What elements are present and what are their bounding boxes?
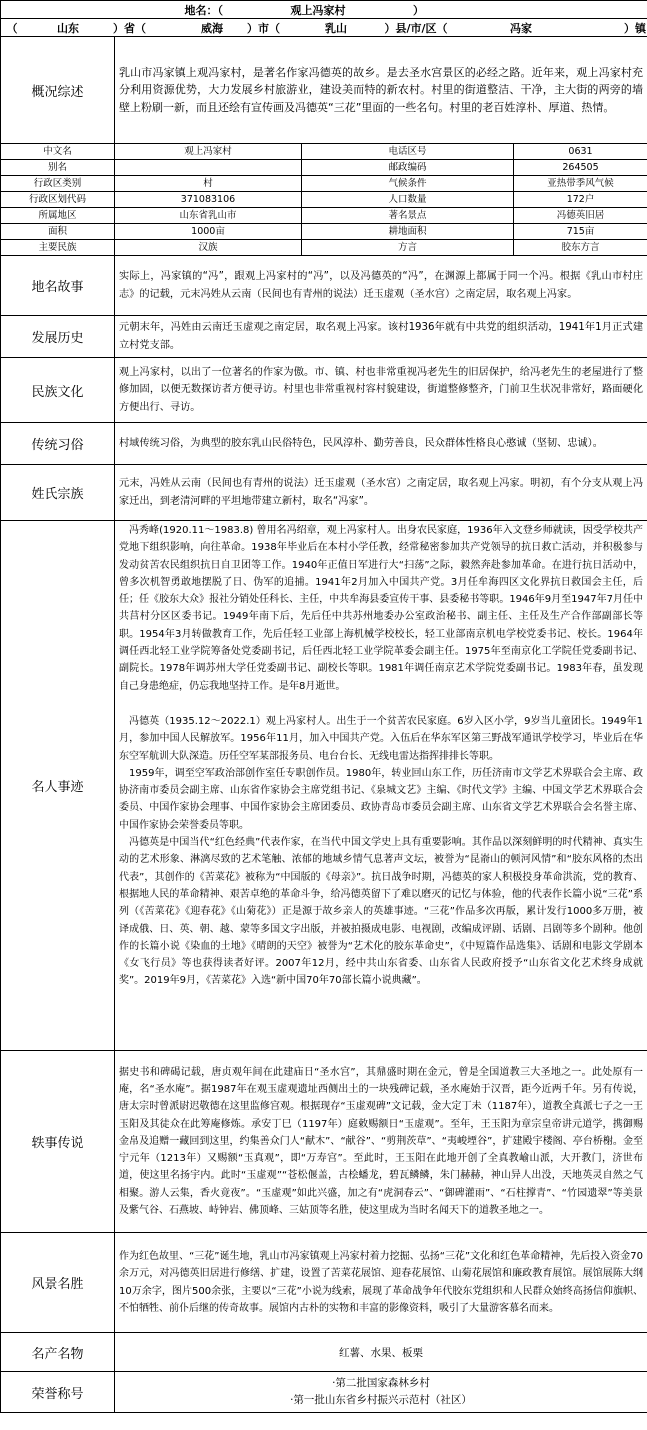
info-value: 0631 — [514, 144, 647, 160]
county-name: 乳山 — [325, 21, 347, 35]
title-prefix: 地名：（ — [184, 3, 223, 17]
paragraph-gap — [119, 695, 643, 713]
section-text: 实际上，冯家镇的“冯”，跟观上冯家村的“冯”，以及冯德英的“冯”，在渊源上都属于同一个冯。根据《乳山市村庄志》的记载，元末冯姓从云南（民间也有青州的说法）迁玉虚观（圣水宫）之南定居，取名观上冯家。 — [115, 256, 647, 316]
city-name: 威海 — [201, 21, 223, 35]
region-row — [1, 19, 647, 37]
info-value — [115, 160, 302, 176]
province-name: 山东 — [57, 21, 79, 35]
info-row — [1, 240, 647, 256]
honor-item: ·第二批国家森林乡村 — [332, 1377, 430, 1389]
overview-label: 概况综述 — [1, 37, 115, 144]
section-label: 姓氏宗族 — [1, 465, 115, 521]
info-key: 行政区划代码 — [1, 192, 115, 208]
scenery-text: 作为红色故里、“三花”诞生地，乳山市冯家镇观上冯家村着力挖掘、弘扬“三花”文化和红色革命精神，先后投入资金70余万元，对冯德英旧居进行修缮、扩建，设置了苦菜花展馆、迎春花展馆、山菊花展馆和廉政教育展馆。展馆展陈大纲10万余字，图片500余张，主要以“三花”小说为线索，展现了革命战争年代胶东党组织和人民群众始终高扬信仰旗帜、不怕牺牲、前仆后继的传奇故事。展馆内古朴的实物和丰富的影像资料，吸引了大量游客慕名而来。 — [115, 1233, 647, 1333]
info-key: 方言 — [302, 240, 514, 256]
info-row — [1, 144, 647, 160]
biography-feng-deying-career: 1959年，调至空军政治部创作室任专职创作员。1980年，转业回山东工作，历任济南市文学艺术界联合会主席、政协济南市委员会副主席、山东省作家协会主席党组书记、《泉城文艺》主编、《时代文学》主编、中国文学艺术界联合会委员、中国作家协会理事、中国作家协会主席团委员、政协青岛市委员会副主席、山东省文学艺术界联合会名誉主席、中国作家协会荣誉委员等职。 — [119, 767, 644, 831]
info-key: 中文名 — [1, 144, 115, 160]
scenery-label: 风景名胜 — [1, 1233, 115, 1333]
section-text: 观上冯家村，以出了一位著名的作家为傲。市、镇、村也非常重视冯老先生的旧居保护，给冯老先生的老屋进行了整修加固，以便无数探访者方便寻访。村里也非常重视村容村貌建设，街道整修整齐，门前卫生状况非常好，路面硬化方便出行、寻访。 — [115, 358, 647, 423]
section-text: 元末，冯姓从云南（民间也有青州的说法）迁玉虚观（圣水宫）之南定居，取名观上冯家。明初，有个分支从观上冯家迁出，到老清河畔的平坦地带建立新村，取名“冯家”。 — [115, 465, 647, 521]
info-key: 面积 — [1, 224, 115, 240]
info-value: 山东省乳山市 — [115, 208, 302, 224]
section-label: 地名故事 — [1, 256, 115, 316]
county-suffix: ）县/市/区（ — [384, 21, 448, 35]
honors-label: 荣誉称号 — [1, 1372, 115, 1413]
info-value: 村 — [115, 176, 302, 192]
title-suffix: ） — [413, 3, 424, 17]
info-value: 1000亩 — [115, 224, 302, 240]
section-row — [1, 256, 647, 316]
anecdote-label: 轶事传说 — [1, 1051, 115, 1233]
info-value: 胶东方言 — [514, 240, 647, 256]
products-row — [1, 1333, 647, 1372]
famous-label: 名人事迹 — [1, 521, 115, 1051]
info-row — [1, 224, 647, 240]
info-row — [1, 176, 647, 192]
anecdote-text: 据史书和碑碣记载，唐贞观年间在此建庙日“圣水宫”，其鼎盛时期在金元，曾是全国道教三大圣地之一。此处原有一庵，名“圣水庵”。据1987年在观玉虚观遗址西侧出土的一块残碑记载，圣水庵始于汉晋，距今近两千年。另有传说，唐太宗时曾派尉迟敬德在这里监修宫观。根据现存“玉虚观碑”文记载，金大定丁未（1187年），道教全真派七子之一王玉阳及其徒众在此筹庵修炼。承安丁巳（1197年）庭敕赐额日“玉虚观”。至年，王玉阳为章宗皇帝讲元道学，携御赐金帛及追赠一藏回到这里，约集善众门人“献木”、“献谷”、“剪荆茨草”、“夷峻堙谷”，扩建殿宇楼阁、亭台桥榭。金至宁元年（1213年）又赐额“玉真观”，即“万寿宫”。至此时，王玉阳在此地开创了全真教崳山派，大开教门，济世布道，使这里名扬宇内。此时“玉虚观”“苍松偃盖，古桧蟠龙，碧瓦鳞鳞，朱门赫赫，神山异人出没，天地英灵自然之气相聚。游人云集，香火竟夜”。“玉虚观”如此兴盛，加之有“虎洞春云”、“御碑灌雨”、“石柱撑青”、“竹园遗翠”等美景及紫气谷、石燕坡、峙钟岩、佛顶峰、三姑顶等名胜，使这里成为当时名闻天下的道教圣地之一。 — [115, 1051, 647, 1233]
info-value: 264505 — [514, 160, 647, 176]
overview-row — [1, 37, 647, 144]
village-name: 观上冯家村 — [290, 3, 346, 17]
info-key: 主要民族 — [1, 240, 115, 256]
biography-feng-deying-works: 冯德英是中国当代“红色经典”代表作家，在当代中国文学史上具有重要影响。其作品以深刻鲜明的时代精神、真实生动的艺术形象、淋漓尽致的艺术笔触、浓郁的地域乡情气息著声文坛，被誉为“昆嵛山的顿河风情”和“胶东风格的杰出代表”，其创作的《苦菜花》被称为“中国版的《母亲》”。抗日战争时期，冯德英的家人积极投身革命洪流，党的教育、根据地人民的革命精神、艰苦卓绝的革命斗争，给冯德英留下了难以磨灭的记忆与体验，他的代表作长篇小说“三花”系列（《苦菜花》《迎春花》《山菊花》）正是源于故乡亲人的英雄事迹。“三花”作品多次再版，累计发行1000多万册，被译成俄、日、英、朝、越、蒙等多国文字出版，并被拍摄成电影、电视剧，改编成评剧、话剧、吕剧等多个剧种。他创作的长篇小说《染血的土地》《晴朗的天空》被誉为“艺术化的胶东革命史”，《中短篇作品选集》、话剧和电影文学剧本《女飞行员》等也获得读者好评。2007年12月，经中共山东省委、山东省人民政府授予“山东省文化艺术终身成就奖”。2019年9月，《苦菜花》入选“新中国70年70部长篇小说典藏”。 — [119, 837, 644, 987]
info-key: 所属地区 — [1, 208, 115, 224]
section-row — [1, 316, 647, 358]
info-key: 别名 — [1, 160, 115, 176]
biography-feng-xiufeng: 冯秀峰(1920.11～1983.8) 曾用名冯绍章，观上冯家村人。出身农民家庭，1936年入文登乡师就读，因受学校共产党地下组织影响，向往革命。1938年毕业后在本村小学任教，经常秘密参加共产党领导的抗日救亡活动，并积极参与发动贫苦农民组织抗日自卫团等工作。1940年正值日军进行大“扫荡”之际，毅然奔赴参加革命。在进行抗日活动中，曾多次机智勇敢地摆脱了日、伪军的追捕。1941年2月加入中国共产党。3月任牟海四区文化界抗日救国会主任，后任；任《胶东大众》报社分销处任科长、主任，中共牟海县委宣传干事、县委秘书等职。1946年9月至1947年7月任中共莒村分区区委书记。1949年南下后，先后任中共苏州地委办公室政治秘书、副主任、主任及生产合作部副部长等职。1954年3月转做教育工作，先后任轻工业部上海机械学校校长，轻工业部南京机电学校党委书记、校长。1964年调任西北轻工业学院筹备处党委副书记，后任西北轻工业学院革委会副主任。1975年至南京化工学院任党委副书记、副院长。1978年调苏州大学任党委副书记、副校长等职。1981年调任南京艺术学院党委副书记。1983年春，虽发现自己身患绝症，仍忘我地坚持工作。是年8月逝世。 — [119, 525, 644, 692]
section-row — [1, 423, 647, 465]
info-row — [1, 208, 647, 224]
title-row — [1, 1, 647, 19]
info-value: 冯德英旧居 — [514, 208, 647, 224]
region-bracket: （ — [6, 21, 18, 35]
town-name: 冯家 — [510, 21, 532, 35]
info-value: 715亩 — [514, 224, 647, 240]
info-row — [1, 160, 647, 176]
info-key: 气候条件 — [302, 176, 514, 192]
city-suffix: ）市（ — [247, 21, 280, 35]
anecdote-row — [1, 1051, 647, 1233]
scenery-row — [1, 1233, 647, 1333]
honor-item: ·第一批山东省乡村振兴示范村（社区） — [290, 1394, 472, 1406]
section-text: 元朝末年，冯姓由云南迁玉虚观之南定居，取名观上冯家。该村1936年就有中共党的组织活动，1941年1月正式建立村党支部。 — [115, 316, 647, 358]
section-label: 传统习俗 — [1, 423, 115, 465]
overview-text: 乳山市冯家镇上观冯家村，是著名作家冯德英的故乡。是去圣水宫景区的必经之路。近年来，观上冯家村充分利用资源优势，大力发展乡村旅游业，建设美而特的新农村。村里的街道整洁、干净，主大街的两旁的墙壁上粉刷一新，而且还绘有宣传画及冯德英“三花”里面的一些名句。村里的老百姓淳朴、厚道、热情。 — [115, 37, 647, 144]
province-suffix: ）省（ — [113, 21, 146, 35]
biography-feng-deying: 冯德英（1935.12～2022.1）观上冯家村人。出生于一个贫苦农民家庭。6岁入区小学，9岁当儿童团长。1949年1月，参加中国人民解放军。1956年11月，加入中国共产党。入伍后在华东军区第三野战军通讯学校学习，毕业后在华东空军航训大队深造。历任空军某部报务员、电台台长、无线电雷达指挥排排长等职。 — [119, 715, 644, 762]
info-value: 汉族 — [115, 240, 302, 256]
info-row — [1, 192, 647, 208]
info-key: 邮政编码 — [302, 160, 514, 176]
products-text: 红薯、水果、板栗 — [115, 1333, 647, 1372]
section-row — [1, 465, 647, 521]
info-key: 电话区号 — [302, 144, 514, 160]
section-text: 村域传统习俗，为典型的胶东乳山民俗特色，民风淳朴、勤劳善良，民众群体性格良心憨诚（坚韧、忠诚）。 — [115, 423, 647, 465]
info-key: 耕地面积 — [302, 224, 514, 240]
info-value: 观上冯家村 — [115, 144, 302, 160]
section-label: 发展历史 — [1, 316, 115, 358]
section-row — [1, 358, 647, 423]
info-key: 著名景点 — [302, 208, 514, 224]
honors-row — [1, 1372, 647, 1413]
section-label: 民族文化 — [1, 358, 115, 423]
info-key: 人口数量 — [302, 192, 514, 208]
famous-row — [1, 521, 647, 1051]
products-label: 名产名物 — [1, 1333, 115, 1372]
town-suffix: ）镇 — [624, 21, 646, 35]
info-value: 亚热带季风气候 — [514, 176, 647, 192]
info-value: 172户 — [514, 192, 647, 208]
info-value: 371083106 — [115, 192, 302, 208]
info-key: 行政区类别 — [1, 176, 115, 192]
